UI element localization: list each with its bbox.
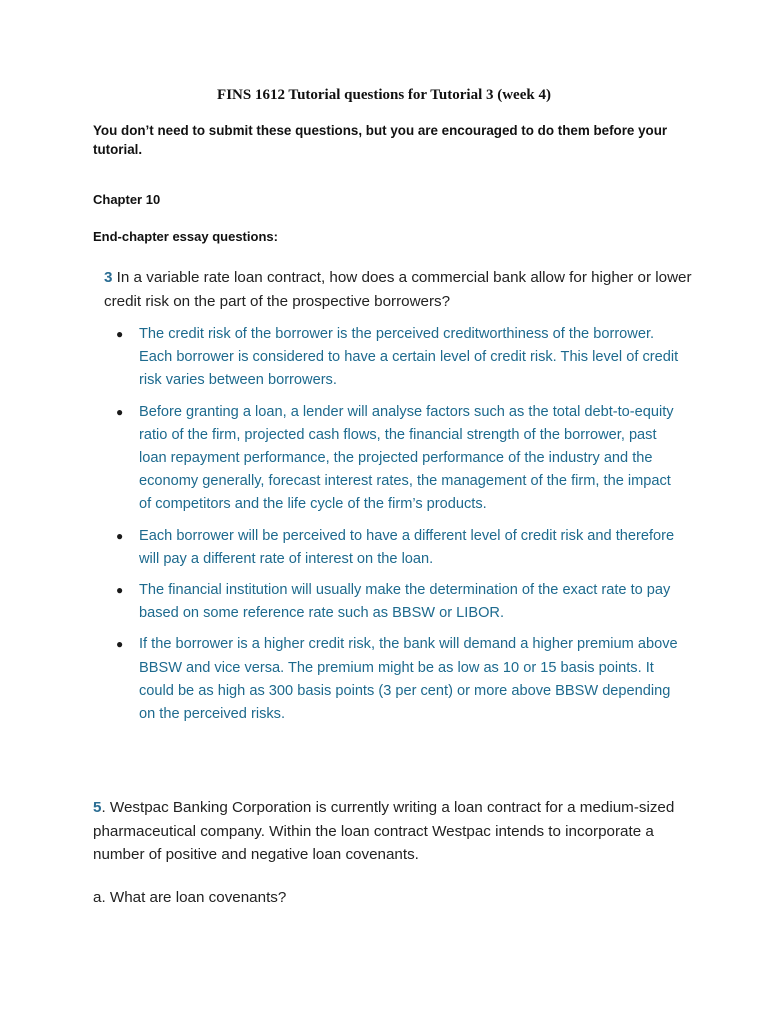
question-number: 5: [93, 799, 102, 816]
answer-text: If the borrower is a higher credit risk, the bank will demand a higher premium above BBSW and vice versa. The premium might be as low as 10 or 15 basis points. It could be as high as 300 basis points (3 per cent) or more above BBSW depending on the perceived risks.: [139, 636, 678, 723]
question-3: [104, 266, 694, 313]
bullet-icon: ●: [116, 583, 124, 598]
answer-text: Each borrower will be perceived to have a different level of credit risk and therefore will pay a different rate of interest on the loan.: [139, 527, 675, 567]
list-item: [104, 579, 684, 625]
intro-text: You don’t need to submit these questions, but you are encouraged to do them before your tutorial.: [93, 123, 668, 157]
chapter-heading: Chapter 10: [93, 192, 161, 207]
subquestion-a: a. What are loan covenants?: [93, 889, 287, 906]
list-item: [104, 525, 684, 571]
answer-list: [104, 323, 684, 734]
answer-text: The credit risk of the borrower is the perceived creditworthiness of the borrower. Each borrower is considered to have a certain level of credit risk. This level of credit risk varies between borrowers.: [139, 326, 679, 389]
answer-text: Before granting a loan, a lender will analyse factors such as the total debt-to-equity ratio of the firm, projected cash flows, the financial strength of the borrower, past loan repayment performance, the projected performance of the industry and the economy generally, forecast interest rates, the management of the firm, the impact of competitors and the life cycle of the firm’s products.: [139, 403, 674, 513]
question-number: 3: [104, 269, 113, 286]
question-text: . Westpac Banking Corporation is currently writing a loan contract for a medium-sized pharmaceutical company. Within the loan contract Westpac intends to incorporate a number of positive and negative loan covenants.: [93, 799, 675, 863]
bullet-icon: ●: [116, 327, 124, 341]
list-item: [104, 401, 684, 517]
bullet-icon: ●: [116, 528, 124, 543]
question-text: In a variable rate loan contract, how does a commercial bank allow for higher or lower credit risk on the part of the prospective borrowers?: [104, 269, 692, 310]
page-title: FINS 1612 Tutorial questions for Tutorial 3 (week 4): [217, 87, 551, 103]
section-heading: End-chapter essay questions:: [93, 229, 278, 244]
list-item: [104, 323, 684, 393]
bullet-icon: ●: [116, 404, 124, 419]
answer-text: The financial institution will usually make the determination of the exact rate to pay based on some reference rate such as BBSW or LIBOR.: [139, 582, 671, 622]
list-item: [104, 633, 684, 726]
question-5: [93, 796, 683, 867]
bullet-icon: ●: [116, 637, 124, 652]
